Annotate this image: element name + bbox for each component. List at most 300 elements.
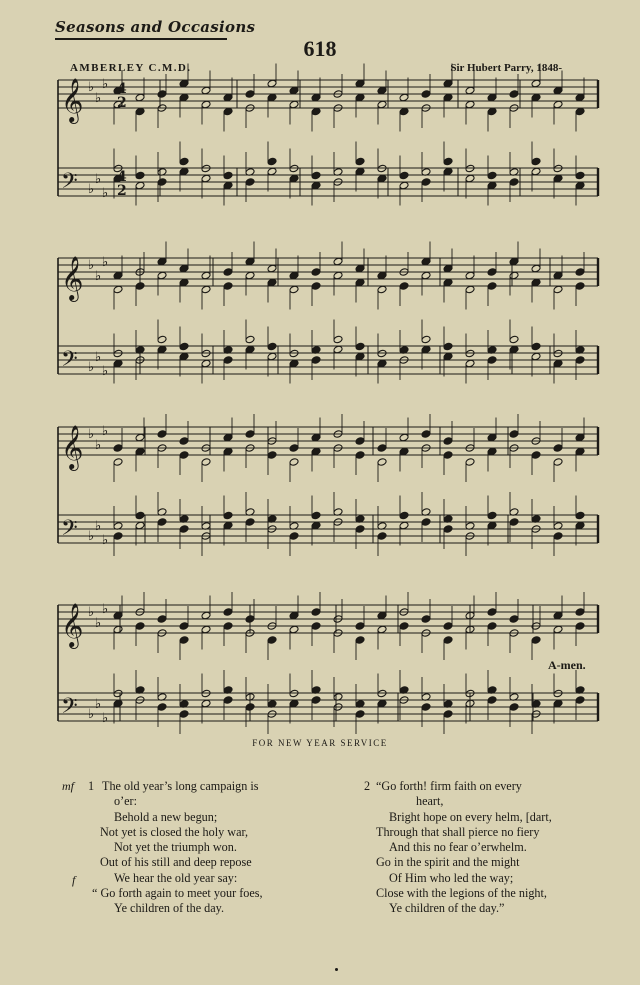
note-head xyxy=(443,342,453,351)
note-head xyxy=(201,86,211,95)
note-head xyxy=(179,79,189,88)
note-head xyxy=(377,532,387,541)
note-head xyxy=(487,447,497,456)
amen-label: A-men. xyxy=(548,658,586,672)
note-head xyxy=(135,511,145,520)
note-head xyxy=(223,93,233,102)
note-head xyxy=(157,335,167,344)
note-head xyxy=(575,433,585,442)
note-head xyxy=(311,171,321,180)
note-head xyxy=(267,79,277,88)
note-head xyxy=(509,335,519,344)
flat-sign: ♭ xyxy=(102,77,109,92)
note-head xyxy=(377,444,387,453)
treble-clef: 𝄞 xyxy=(61,78,84,122)
note-head xyxy=(289,100,299,109)
note-head xyxy=(223,608,233,617)
note-head xyxy=(179,278,189,287)
note-head xyxy=(377,625,387,634)
note-head xyxy=(289,359,299,368)
note-head xyxy=(465,285,475,294)
note-head xyxy=(531,79,541,88)
note-head xyxy=(289,164,299,173)
note-head xyxy=(531,451,541,460)
note-head xyxy=(531,264,541,273)
note-head xyxy=(113,611,123,620)
flat-sign: ♭ xyxy=(88,529,95,544)
note-head xyxy=(223,511,233,520)
note-head xyxy=(377,689,387,698)
verse-line: o’er: xyxy=(114,794,138,809)
verse-line: The old year’s long campaign is xyxy=(102,779,259,793)
note-head xyxy=(443,525,453,534)
note-head xyxy=(179,93,189,102)
note-head xyxy=(399,511,409,520)
note-head xyxy=(443,636,453,645)
note-head xyxy=(267,93,277,102)
note-head xyxy=(443,710,453,719)
treble-clef: 𝄞 xyxy=(61,603,84,647)
note-head xyxy=(157,257,167,266)
note-head xyxy=(487,181,497,190)
note-head xyxy=(113,349,123,358)
note-head xyxy=(443,157,453,166)
note-head xyxy=(399,171,409,180)
note-head xyxy=(355,342,365,351)
note-head xyxy=(135,181,145,190)
bass-clef: 𝄢 xyxy=(61,169,78,199)
note-head xyxy=(553,174,563,183)
note-head xyxy=(399,107,409,116)
note-head xyxy=(223,696,233,705)
verse-line: Out of his still and deep repose xyxy=(100,855,252,870)
note-head xyxy=(487,356,497,365)
note-head xyxy=(421,615,431,624)
note-head xyxy=(421,518,431,527)
time-signature: 4 xyxy=(117,81,127,97)
note-head xyxy=(289,349,299,358)
flat-sign: ♭ xyxy=(95,91,102,106)
note-head xyxy=(289,689,299,698)
flat-sign: ♭ xyxy=(95,519,102,534)
note-head xyxy=(465,164,475,173)
composer: Sir Hubert Parry, 1848- xyxy=(450,62,562,74)
note-head xyxy=(223,171,233,180)
note-head xyxy=(553,444,563,453)
note-head xyxy=(135,521,145,530)
note-head xyxy=(157,90,167,99)
note-head xyxy=(531,157,541,166)
tune-name: AMBERLEY C.M.D. xyxy=(70,62,192,74)
note-head xyxy=(443,264,453,273)
note-head xyxy=(443,352,453,361)
note-head xyxy=(443,79,453,88)
note-head xyxy=(553,458,563,467)
note-head xyxy=(465,458,475,467)
note-head xyxy=(245,518,255,527)
note-head xyxy=(553,86,563,95)
note-head xyxy=(245,178,255,187)
page-dot xyxy=(335,968,338,971)
verse-line: Ye children of the day. xyxy=(114,901,225,916)
note-head xyxy=(135,447,145,456)
verse-line: Bright hope on every helm, [dart, xyxy=(389,809,552,824)
flat-sign: ♭ xyxy=(102,255,109,270)
section-title: Seasons and Occasions xyxy=(55,18,256,36)
note-head xyxy=(245,90,255,99)
note-head xyxy=(553,699,563,708)
note-head xyxy=(289,174,299,183)
note-head xyxy=(355,622,365,631)
note-head xyxy=(509,703,519,712)
note-head xyxy=(311,521,321,530)
note-head xyxy=(575,608,585,617)
verse-line: “ Go forth again to meet your foes, xyxy=(92,886,263,901)
flat-sign: ♭ xyxy=(95,438,102,453)
note-head xyxy=(443,437,453,446)
note-head xyxy=(377,100,387,109)
note-head xyxy=(157,703,167,712)
note-head xyxy=(311,447,321,456)
time-signature: 2 xyxy=(117,183,127,199)
note-head xyxy=(311,608,321,617)
note-head xyxy=(311,511,321,520)
time-signature: 2 xyxy=(117,95,127,111)
verse-2 xyxy=(376,779,552,917)
note-head xyxy=(333,345,343,354)
note-head xyxy=(267,278,277,287)
note-head xyxy=(421,90,431,99)
note-head xyxy=(443,167,453,176)
note-head xyxy=(421,335,431,344)
note-head xyxy=(531,167,541,176)
flat-sign: ♭ xyxy=(102,602,109,617)
note-head xyxy=(355,167,365,176)
note-head xyxy=(575,511,585,520)
verse-line: Go in the spirit and the might xyxy=(376,855,520,870)
note-head xyxy=(179,167,189,176)
note-head xyxy=(223,521,233,530)
note-head xyxy=(465,174,475,183)
note-head xyxy=(267,264,277,273)
note-head xyxy=(267,451,277,460)
note-head xyxy=(355,636,365,645)
note-head xyxy=(487,608,497,617)
note-head xyxy=(553,285,563,294)
time-signature: 4 xyxy=(117,169,127,185)
note-head xyxy=(311,107,321,116)
note-head xyxy=(289,458,299,467)
flat-sign: ♭ xyxy=(102,533,109,548)
note-head xyxy=(157,430,167,439)
note-head xyxy=(487,511,497,520)
note-head xyxy=(355,525,365,534)
note-head xyxy=(113,444,123,453)
note-head xyxy=(289,444,299,453)
note-head xyxy=(399,282,409,291)
note-head xyxy=(355,264,365,273)
note-head xyxy=(333,271,343,280)
note-head xyxy=(223,268,233,277)
note-head xyxy=(377,699,387,708)
note-head xyxy=(201,611,211,620)
treble-clef: 𝄞 xyxy=(61,256,84,300)
note-head xyxy=(553,100,563,109)
note-head xyxy=(113,532,123,541)
occasion-heading: FOR NEW YEAR SERVICE xyxy=(252,738,388,748)
note-head xyxy=(465,86,475,95)
note-head xyxy=(553,359,563,368)
note-head xyxy=(465,359,475,368)
note-head xyxy=(311,696,321,705)
note-head xyxy=(487,433,497,442)
note-head xyxy=(575,356,585,365)
note-head xyxy=(377,164,387,173)
note-head xyxy=(245,257,255,266)
note-head xyxy=(575,93,585,102)
note-head xyxy=(487,696,497,705)
note-head xyxy=(355,278,365,287)
note-head xyxy=(311,622,321,631)
verse-line: Not yet the triumph won. xyxy=(114,840,237,855)
note-head xyxy=(421,430,431,439)
note-head xyxy=(443,93,453,102)
note-head xyxy=(575,171,585,180)
note-head xyxy=(267,352,277,361)
note-head xyxy=(267,342,277,351)
note-head xyxy=(179,264,189,273)
note-head xyxy=(443,278,453,287)
note-head xyxy=(399,93,409,102)
note-head xyxy=(201,174,211,183)
note-head xyxy=(333,257,343,266)
note-head xyxy=(223,447,233,456)
note-head xyxy=(575,282,585,291)
note-head xyxy=(311,282,321,291)
note-head xyxy=(421,271,431,280)
note-head xyxy=(531,342,541,351)
note-head xyxy=(179,342,189,351)
note-head xyxy=(487,107,497,116)
note-head xyxy=(421,178,431,187)
note-head xyxy=(157,345,167,354)
verse-line: Ye children of the day.” xyxy=(389,901,505,916)
note-head xyxy=(575,696,585,705)
note-head xyxy=(399,181,409,190)
note-head xyxy=(201,699,211,708)
note-head xyxy=(113,285,123,294)
flat-sign: ♭ xyxy=(88,182,95,197)
note-head xyxy=(399,521,409,530)
note-head xyxy=(553,349,563,358)
note-head xyxy=(267,157,277,166)
note-head xyxy=(113,458,123,467)
note-head xyxy=(201,458,211,467)
note-head xyxy=(179,437,189,446)
note-head xyxy=(355,451,365,460)
flat-sign: ♭ xyxy=(88,258,95,273)
bass-clef: 𝄢 xyxy=(61,347,78,377)
note-head xyxy=(531,636,541,645)
note-head xyxy=(289,532,299,541)
note-head xyxy=(179,710,189,719)
note-head xyxy=(377,86,387,95)
note-head xyxy=(179,157,189,166)
flat-sign: ♭ xyxy=(88,427,95,442)
flat-sign: ♭ xyxy=(95,697,102,712)
note-head xyxy=(179,352,189,361)
note-head xyxy=(179,525,189,534)
flat-sign: ♭ xyxy=(95,616,102,631)
note-head xyxy=(201,359,211,368)
note-head xyxy=(289,625,299,634)
note-head xyxy=(179,451,189,460)
note-head xyxy=(267,636,277,645)
note-head xyxy=(421,345,431,354)
note-head xyxy=(289,271,299,280)
verse-line: Through that shall pierce no fiery xyxy=(376,824,540,839)
note-head xyxy=(223,622,233,631)
note-head xyxy=(509,178,519,187)
note-head xyxy=(245,703,255,712)
note-head xyxy=(531,93,541,102)
bass-clef: 𝄢 xyxy=(61,694,78,724)
note-head xyxy=(465,271,475,280)
note-head xyxy=(377,174,387,183)
note-head xyxy=(157,615,167,624)
note-head xyxy=(465,349,475,358)
note-head xyxy=(553,611,563,620)
note-head xyxy=(575,107,585,116)
note-head xyxy=(355,157,365,166)
note-head xyxy=(245,335,255,344)
flat-sign: ♭ xyxy=(88,707,95,722)
note-head xyxy=(421,257,431,266)
flat-sign: ♭ xyxy=(95,269,102,284)
note-head xyxy=(355,710,365,719)
note-head xyxy=(157,518,167,527)
verse-line: Behold a new begun; xyxy=(114,809,218,824)
note-head xyxy=(509,257,519,266)
note-head xyxy=(223,433,233,442)
note-head xyxy=(465,100,475,109)
note-head xyxy=(113,699,123,708)
verse-1-number: 1 xyxy=(88,779,95,793)
note-head xyxy=(245,615,255,624)
verse-line: Of Him who led the way; xyxy=(389,870,514,885)
verse-1 xyxy=(92,779,263,917)
note-head xyxy=(135,433,145,442)
bass-clef: 𝄢 xyxy=(61,516,78,546)
note-head xyxy=(267,167,277,176)
note-head xyxy=(135,171,145,180)
note-head xyxy=(377,349,387,358)
flat-sign: ♭ xyxy=(102,711,109,726)
note-head xyxy=(355,437,365,446)
note-head xyxy=(377,285,387,294)
note-head xyxy=(575,181,585,190)
note-head xyxy=(311,433,321,442)
verse-2-number: 2 xyxy=(364,779,371,793)
note-head xyxy=(157,271,167,280)
note-head xyxy=(553,271,563,280)
note-head xyxy=(487,521,497,530)
note-head xyxy=(421,703,431,712)
note-head xyxy=(553,532,563,541)
note-head xyxy=(509,271,519,280)
verse-line: Not yet is closed the holy war, xyxy=(100,824,249,839)
verse-line: heart, xyxy=(416,794,444,809)
note-head xyxy=(355,79,365,88)
note-head xyxy=(487,268,497,277)
flat-sign: ♭ xyxy=(102,364,109,379)
note-head xyxy=(487,622,497,631)
note-head xyxy=(113,271,123,280)
note-head xyxy=(487,282,497,291)
note-head xyxy=(201,285,211,294)
note-head xyxy=(245,271,255,280)
note-head xyxy=(509,615,519,624)
note-head xyxy=(399,622,409,631)
note-head xyxy=(113,689,123,698)
note-head xyxy=(135,93,145,102)
hymn-number: 618 xyxy=(303,36,337,61)
note-head xyxy=(575,447,585,456)
note-head xyxy=(377,271,387,280)
note-head xyxy=(399,433,409,442)
verse-line: “Go forth! firm faith on every xyxy=(376,779,522,793)
note-head xyxy=(201,100,211,109)
note-head xyxy=(377,458,387,467)
flat-sign: ♭ xyxy=(95,350,102,365)
note-head xyxy=(487,171,497,180)
note-head xyxy=(355,93,365,102)
note-head xyxy=(201,164,211,173)
note-head xyxy=(289,86,299,95)
note-head xyxy=(509,518,519,527)
note-head xyxy=(399,447,409,456)
note-head xyxy=(157,178,167,187)
note-head xyxy=(443,622,453,631)
note-head xyxy=(245,345,255,354)
note-head xyxy=(575,622,585,631)
note-head xyxy=(311,356,321,365)
note-head xyxy=(113,359,123,368)
note-head xyxy=(201,271,211,280)
note-head xyxy=(179,622,189,631)
note-head xyxy=(135,622,145,631)
note-head xyxy=(223,181,233,190)
note-head xyxy=(575,268,585,277)
note-head xyxy=(311,93,321,102)
note-head xyxy=(509,430,519,439)
note-head xyxy=(311,268,321,277)
flat-sign: ♭ xyxy=(88,360,95,375)
flat-sign: ♭ xyxy=(95,172,102,187)
flat-sign: ♭ xyxy=(102,424,109,439)
dynamic-f: f xyxy=(72,873,76,887)
note-head xyxy=(531,278,541,287)
note-head xyxy=(377,359,387,368)
note-head xyxy=(509,90,519,99)
note-head xyxy=(179,636,189,645)
note-head xyxy=(113,625,123,634)
note-head xyxy=(289,699,299,708)
note-head xyxy=(223,356,233,365)
note-head xyxy=(289,611,299,620)
note-head xyxy=(311,181,321,190)
note-head xyxy=(553,625,563,634)
